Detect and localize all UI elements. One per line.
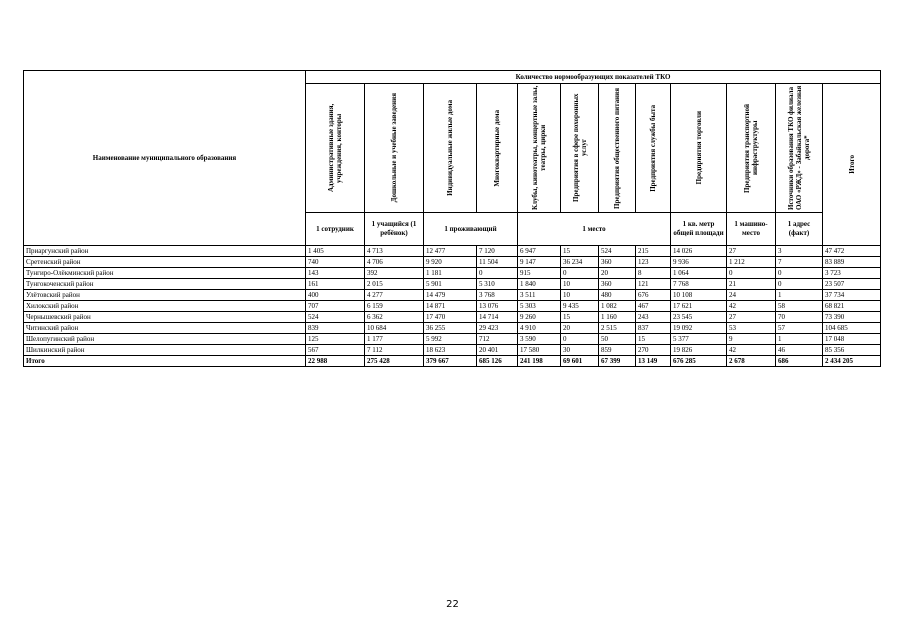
value-cell: 360: [599, 257, 636, 268]
value-cell: 2 434 205: [823, 356, 881, 367]
value-cell: 712: [477, 334, 518, 345]
value-cell: 1: [776, 334, 823, 345]
value-cell: 36 234: [561, 257, 599, 268]
table-body: [24, 246, 881, 367]
value-cell: 9 147: [518, 257, 561, 268]
value-cell: 676: [636, 290, 671, 301]
value-cell: 10 108: [671, 290, 727, 301]
value-cell: 20 401: [477, 345, 518, 356]
value-cell: 14 714: [477, 312, 518, 323]
municipality-name: Улётовский район: [24, 290, 306, 301]
value-cell: 10 684: [365, 323, 424, 334]
value-cell: 69 601: [561, 356, 599, 367]
value-cell: 37 734: [823, 290, 881, 301]
col-header-trade: Предприятия торговли: [694, 111, 703, 185]
value-cell: 5 303: [518, 301, 561, 312]
value-cell: 20: [599, 268, 636, 279]
col-header-total: Итого: [847, 155, 856, 174]
value-cell: 23 545: [671, 312, 727, 323]
col-header-catering: Предприятия общественного питания: [613, 87, 621, 209]
value-cell: 837: [636, 323, 671, 334]
col-header-private-houses: Индивидуальные жилые дома: [446, 100, 454, 196]
value-cell: 83 889: [823, 257, 881, 268]
value-cell: 70: [776, 312, 823, 323]
col-header-clubs: Клубы, кинотеатры, концертные залы, театры, цирки: [531, 85, 547, 211]
value-cell: 15: [561, 246, 599, 257]
col-header-services: Предприятия службы быта: [649, 104, 657, 192]
value-cell: 46: [776, 345, 823, 356]
value-cell: 2 515: [599, 323, 636, 334]
total-label: Итого: [24, 356, 306, 367]
value-cell: 67 399: [599, 356, 636, 367]
value-cell: 5 377: [671, 334, 727, 345]
value-cell: 215: [636, 246, 671, 257]
municipality-name: Читинский район: [24, 323, 306, 334]
value-cell: 4 910: [518, 323, 561, 334]
unit-sqm: 1 кв. метр общей площади: [671, 213, 727, 246]
group-header: Количество нормообразующих показателей ТКО: [306, 71, 881, 84]
value-cell: 14 871: [424, 301, 477, 312]
value-cell: 6 947: [518, 246, 561, 257]
table-row: [24, 334, 881, 345]
value-cell: 27: [727, 312, 776, 323]
value-cell: 17 580: [518, 345, 561, 356]
value-cell: 707: [306, 301, 365, 312]
value-cell: 243: [636, 312, 671, 323]
value-cell: 8: [636, 268, 671, 279]
value-cell: 121: [636, 279, 671, 290]
value-cell: 1 082: [599, 301, 636, 312]
value-cell: 4 706: [365, 257, 424, 268]
value-cell: 9 920: [424, 257, 477, 268]
value-cell: 17 470: [424, 312, 477, 323]
value-cell: 9 260: [518, 312, 561, 323]
value-cell: 480: [599, 290, 636, 301]
value-cell: 47 472: [823, 246, 881, 257]
value-cell: 21: [727, 279, 776, 290]
value-cell: 2 678: [727, 356, 776, 367]
value-cell: 7: [776, 257, 823, 268]
value-cell: 36 255: [424, 323, 477, 334]
value-cell: 125: [306, 334, 365, 345]
value-cell: 68 821: [823, 301, 881, 312]
municipality-name: Сретенский район: [24, 257, 306, 268]
table-row: [24, 301, 881, 312]
value-cell: 676 285: [671, 356, 727, 367]
unit-address: 1 адрес (факт): [776, 213, 823, 246]
value-cell: 3 723: [823, 268, 881, 279]
value-cell: 9: [727, 334, 776, 345]
municipality-name: Хилокский район: [24, 301, 306, 312]
value-cell: 9 936: [671, 257, 727, 268]
municipality-header: Наименование муниципального образования: [24, 71, 306, 246]
unit-resident: 1 проживающий: [424, 213, 518, 246]
norm-indicators-table: [23, 70, 881, 367]
value-cell: 270: [636, 345, 671, 356]
value-cell: 9 435: [561, 301, 599, 312]
value-cell: 524: [599, 246, 636, 257]
value-cell: 1 177: [365, 334, 424, 345]
value-cell: 740: [306, 257, 365, 268]
value-cell: 360: [599, 279, 636, 290]
value-cell: 42: [727, 345, 776, 356]
value-cell: 123: [636, 257, 671, 268]
table-row: [24, 246, 881, 257]
value-cell: 7 112: [365, 345, 424, 356]
value-cell: 567: [306, 345, 365, 356]
municipality-name: Чернышевский район: [24, 312, 306, 323]
value-cell: 14 479: [424, 290, 477, 301]
value-cell: 0: [477, 268, 518, 279]
value-cell: 5 310: [477, 279, 518, 290]
unit-pupil: 1 учащийся (1 ребёнок): [365, 213, 424, 246]
value-cell: 1 405: [306, 246, 365, 257]
value-cell: 1: [776, 290, 823, 301]
value-cell: 1 212: [727, 257, 776, 268]
value-cell: 7 120: [477, 246, 518, 257]
value-cell: 241 198: [518, 356, 561, 367]
value-cell: 19 826: [671, 345, 727, 356]
value-cell: 915: [518, 268, 561, 279]
value-cell: 5 901: [424, 279, 477, 290]
value-cell: 17 048: [823, 334, 881, 345]
value-cell: 3 511: [518, 290, 561, 301]
value-cell: 73 390: [823, 312, 881, 323]
value-cell: 53: [727, 323, 776, 334]
value-cell: 1 840: [518, 279, 561, 290]
value-cell: 5 992: [424, 334, 477, 345]
col-header-railway: Источники образования ТКО филиала ОАО «РЖД» - Забайкальская железная дорога*: [787, 85, 811, 211]
table-row: [24, 345, 881, 356]
value-cell: 0: [561, 268, 599, 279]
table-row: [24, 323, 881, 334]
value-cell: 6 362: [365, 312, 424, 323]
municipality-name: Тунгиро-Олёкминский район: [24, 268, 306, 279]
value-cell: 392: [365, 268, 424, 279]
value-cell: 859: [599, 345, 636, 356]
col-header-apartments: Многоквартирные дома: [493, 109, 501, 187]
value-cell: 14 026: [671, 246, 727, 257]
value-cell: 467: [636, 301, 671, 312]
value-cell: 17 621: [671, 301, 727, 312]
value-cell: 275 428: [365, 356, 424, 367]
table-row: [24, 268, 881, 279]
value-cell: 0: [561, 334, 599, 345]
value-cell: 13 149: [636, 356, 671, 367]
table-row: [24, 279, 881, 290]
value-cell: 839: [306, 323, 365, 334]
value-cell: 27: [727, 246, 776, 257]
col-header-admin: Административные здания, учреждения, конторы: [327, 103, 343, 193]
value-cell: 685 126: [477, 356, 518, 367]
value-cell: 4 277: [365, 290, 424, 301]
value-cell: 7 768: [671, 279, 727, 290]
value-cell: 58: [776, 301, 823, 312]
value-cell: 24: [727, 290, 776, 301]
value-cell: 85 356: [823, 345, 881, 356]
value-cell: 0: [727, 268, 776, 279]
unit-place: 1 место: [518, 213, 671, 246]
value-cell: 3 590: [518, 334, 561, 345]
value-cell: 161: [306, 279, 365, 290]
col-header-schools: Дошкольные и учебные заведения: [390, 93, 398, 203]
value-cell: 12 477: [424, 246, 477, 257]
page-number: 22: [446, 599, 459, 610]
value-cell: 15: [636, 334, 671, 345]
table-row: [24, 290, 881, 301]
value-cell: 18 623: [424, 345, 477, 356]
municipality-name: Шелопугинский район: [24, 334, 306, 345]
municipality-name: Приаргунский район: [24, 246, 306, 257]
value-cell: 10: [561, 279, 599, 290]
value-cell: 19 092: [671, 323, 727, 334]
value-cell: 2 015: [365, 279, 424, 290]
value-cell: 4 713: [365, 246, 424, 257]
value-cell: 1 181: [424, 268, 477, 279]
value-cell: 3 768: [477, 290, 518, 301]
value-cell: 686: [776, 356, 823, 367]
value-cell: 0: [776, 279, 823, 290]
municipality-name: Шилкинский район: [24, 345, 306, 356]
value-cell: 1 160: [599, 312, 636, 323]
value-cell: 13 076: [477, 301, 518, 312]
value-cell: 6 159: [365, 301, 424, 312]
value-cell: 50: [599, 334, 636, 345]
value-cell: 0: [776, 268, 823, 279]
value-cell: 143: [306, 268, 365, 279]
col-header-funeral: Предприятия в сфере похоронных услуг: [571, 93, 588, 203]
value-cell: 42: [727, 301, 776, 312]
value-cell: 400: [306, 290, 365, 301]
value-cell: 15: [561, 312, 599, 323]
municipality-name: Тунгокоченский район: [24, 279, 306, 290]
total-row: [24, 356, 881, 367]
value-cell: 20: [561, 323, 599, 334]
value-cell: 379 667: [424, 356, 477, 367]
value-cell: 3: [776, 246, 823, 257]
value-cell: 23 507: [823, 279, 881, 290]
value-cell: 1 064: [671, 268, 727, 279]
table-row: [24, 312, 881, 323]
value-cell: 57: [776, 323, 823, 334]
value-cell: 22 988: [306, 356, 365, 367]
table-row: [24, 257, 881, 268]
value-cell: 11 504: [477, 257, 518, 268]
unit-parking: 1 машино-место: [727, 213, 776, 246]
value-cell: 30: [561, 345, 599, 356]
col-header-transport: Предприятия транспортной инфраструктуры: [743, 103, 759, 193]
value-cell: 29 423: [477, 323, 518, 334]
value-cell: 524: [306, 312, 365, 323]
value-cell: 10: [561, 290, 599, 301]
value-cell: 104 685: [823, 323, 881, 334]
unit-employee: 1 сотрудник: [306, 213, 365, 246]
